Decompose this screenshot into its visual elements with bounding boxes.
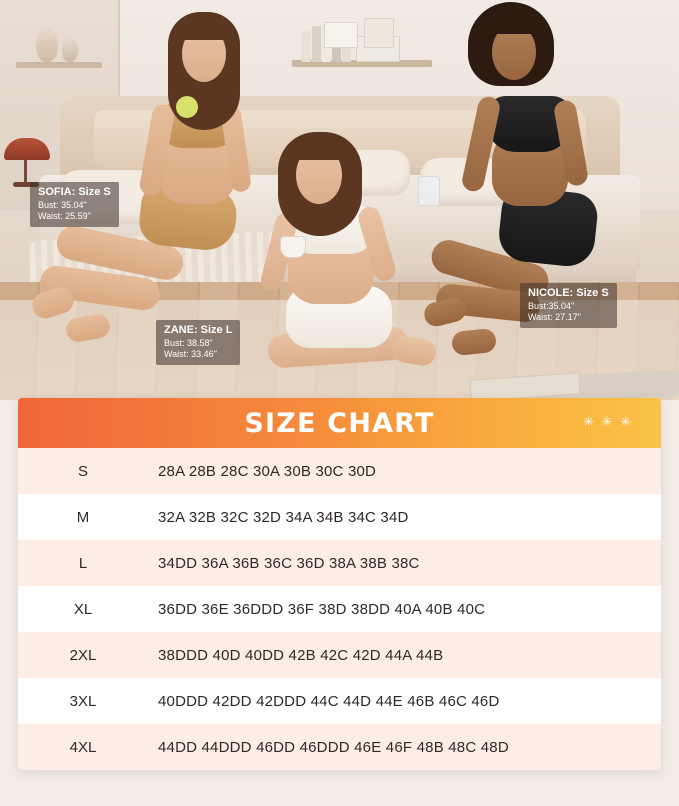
wall-frame [364,18,394,48]
cell-values: 44DD 44DDD 46DD 46DDD 46E 46F 48B 48C 48D [158,738,509,756]
vase-decor [62,38,78,62]
hair-front [484,6,544,34]
apple-prop [176,96,198,118]
table-row [18,586,661,632]
model-tag-name: SOFIA: Size S [38,186,111,198]
table-row [18,678,661,724]
table-row [18,632,661,678]
vase-decor [36,28,58,62]
cell-size: XL [73,600,93,618]
cell-size: L [78,554,88,572]
books-decor [300,22,420,62]
hair-front [290,134,350,160]
mug-prop [280,236,306,258]
wall-frame [324,22,358,48]
glass-prop [418,176,440,206]
cell-values: 32A 32B 32C 32D 34A 34B 34C 34D [158,508,409,526]
lamp-stem [24,158,27,184]
size-chart-header [18,398,661,448]
table-row [18,494,661,540]
model-tag-name: ZANE: Size L [164,324,233,336]
model-tag-bust: Bust:35.04" [528,300,575,311]
table-row [18,724,661,770]
size-chart [18,398,661,770]
model-tag-sofia [30,182,119,227]
cell-values: 28A 28B 28C 30A 30B 30C 30D [158,462,377,480]
model-tag-waist: Waist: 25.59" [38,211,91,221]
table-row [18,540,661,586]
model-tag-nicole [520,283,617,328]
hair-front [176,14,232,40]
cell-values: 38DDD 40D 40DD 42B 42C 42D 44A 44B [158,646,444,664]
model-tag-zane [156,320,240,365]
model-tag-bust: Bust: 38.58" [164,337,213,348]
cell-size: 2XL [69,646,97,664]
lifestyle-photo [0,0,679,400]
cell-values: 40DDD 42DD 42DDD 44C 44D 44E 46B 46C 46D [158,692,500,710]
cell-size: M [76,508,90,526]
model-tag-waist: Waist: 27.17" [528,312,581,322]
cell-size: 4XL [69,738,97,756]
side-table [16,62,102,68]
cell-size: S [77,462,88,480]
model-tag-waist: Waist: 33.46" [164,349,217,359]
cell-values: 36DD 36E 36DDD 36F 38D 38DD 40A 40B 40C [158,600,486,618]
size-chart-title: SIZE CHART [244,407,435,439]
sparkle-icon: ✳ ✳ ✳ [583,414,633,429]
cell-values: 34DD 36A 36B 36C 36D 38A 38B 38C [158,554,420,572]
cell-size: 3XL [69,692,97,710]
table-row [18,448,661,494]
model-tag-bust: Bust: 35.04" [38,199,87,210]
model-tag-name: NICOLE: Size S [528,287,609,299]
